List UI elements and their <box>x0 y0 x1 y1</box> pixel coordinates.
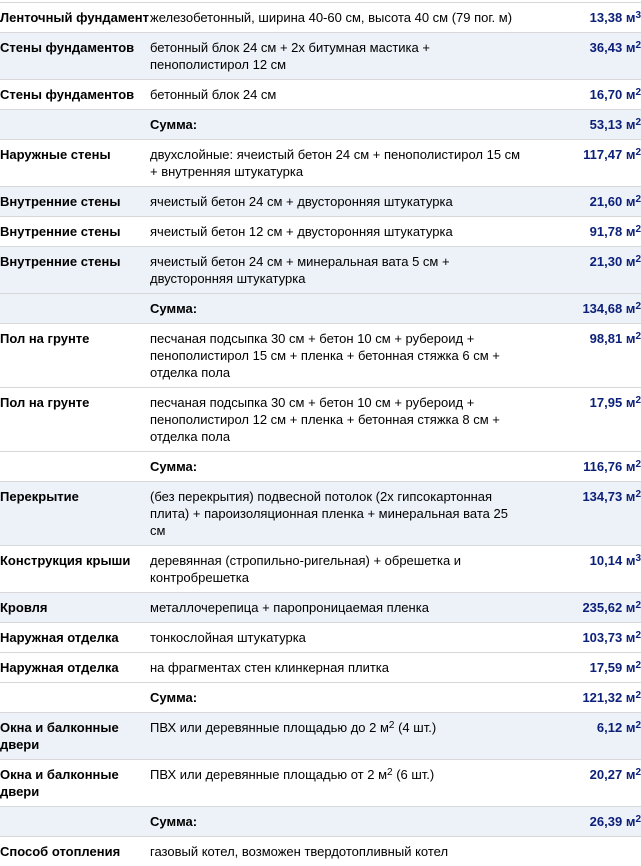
spec-row <box>0 187 641 217</box>
spec-value-cell: 98,81 $м^2$ <box>525 324 641 388</box>
sum-row <box>0 807 641 837</box>
spec-desc-cell: ПВХ или деревянные площадью до 2 $м^2$ (4 шт.) <box>150 713 525 760</box>
spec-name-cell <box>0 683 150 713</box>
spec-row <box>0 623 641 653</box>
superscript-unit: 2 <box>635 720 641 731</box>
spec-value-cell: 53,13 $м^2$ <box>525 110 641 140</box>
superscript-unit: 3 <box>635 553 641 564</box>
spec-name-cell: Окна и балконные двери <box>0 760 150 807</box>
spec-desc-cell: бетонный блок 24 см + 2х битумная мастика + пенополистирол 12 см <box>150 33 525 80</box>
spec-name-cell: Окна и балконные двери <box>0 713 150 760</box>
spec-value-cell: 134,68 $м^2$ <box>525 294 641 324</box>
superscript-unit: 2 <box>635 224 641 235</box>
spec-row <box>0 217 641 247</box>
spec-desc-cell: ячеистый бетон 24 см + двусторонняя штукатурка <box>150 187 525 217</box>
spec-name-cell: Внутренние стены <box>0 247 150 294</box>
spec-name-cell: Стены фундаментов <box>0 80 150 110</box>
spec-name-cell: Перекрытие <box>0 482 150 546</box>
spec-value-cell: 235,62 $м^2$ <box>525 593 641 623</box>
superscript-unit: 2 <box>635 814 641 825</box>
sum-row <box>0 110 641 140</box>
spec-desc-cell: ячеистый бетон 12 см + двусторонняя штукатурка <box>150 217 525 247</box>
superscript-unit: 2 <box>635 489 641 500</box>
superscript-unit: 2 <box>389 720 395 731</box>
sum-label-cell: Сумма: <box>150 683 525 713</box>
spec-name-cell: Наружная отделка <box>0 623 150 653</box>
spec-row <box>0 593 641 623</box>
spec-name-cell: Кровля <box>0 593 150 623</box>
spec-desc-cell: железобетонный, ширина 40-60 см, высота 40 см (79 пог. м) <box>150 3 525 33</box>
spec-name-cell: Пол на грунте <box>0 324 150 388</box>
spec-desc-cell: двухслойные: ячеистый бетон 24 см + пенополистирол 15 см + внутренняя штукатурка <box>150 140 525 187</box>
sum-row <box>0 683 641 713</box>
superscript-unit: 2 <box>387 767 393 778</box>
spec-value-cell: 6,12 $м^2$ <box>525 713 641 760</box>
spec-row <box>0 482 641 546</box>
superscript-unit: 2 <box>635 117 641 128</box>
superscript-unit: 2 <box>635 600 641 611</box>
superscript-unit: 2 <box>635 331 641 342</box>
spec-row <box>0 3 641 33</box>
spec-value-cell: 10,14 $м^3$ <box>525 546 641 593</box>
spec-name-cell <box>0 110 150 140</box>
spec-name-cell: Ленточный фундамент <box>0 3 150 33</box>
spec-desc-cell: деревянная (стропильно-ригельная) + обрешетка и контробрешетка <box>150 546 525 593</box>
sum-label-cell: Сумма: <box>150 452 525 482</box>
superscript-unit: 2 <box>635 254 641 265</box>
superscript-unit: 2 <box>635 40 641 51</box>
superscript-unit: 2 <box>635 194 641 205</box>
spec-row <box>0 33 641 80</box>
sum-label-cell: Сумма: <box>150 807 525 837</box>
spec-value-cell: 121,32 $м^2$ <box>525 683 641 713</box>
spec-name-cell: Способ отопления <box>0 837 150 866</box>
spec-value-cell: 91,78 $м^2$ <box>525 217 641 247</box>
spec-desc-cell: (без перекрытия) подвесной потолок (2х гипсокартонная плита) + пароизоляционная пленка + минеральная вата 25 см <box>150 482 525 546</box>
spec-value-cell: 21,30 $м^2$ <box>525 247 641 294</box>
spec-row <box>0 324 641 388</box>
superscript-unit: 2 <box>635 147 641 158</box>
house-specs-table <box>0 2 641 866</box>
spec-value-cell: 20,27 $м^2$ <box>525 760 641 807</box>
sum-label-cell: Сумма: <box>150 294 525 324</box>
spec-value-cell: 36,43 $м^2$ <box>525 33 641 80</box>
spec-value-cell: 117,47 $м^2$ <box>525 140 641 187</box>
spec-value-cell: 103,73 $м^2$ <box>525 623 641 653</box>
superscript-unit: 2 <box>635 301 641 312</box>
spec-value-cell: 21,60 $м^2$ <box>525 187 641 217</box>
superscript-unit: 3 <box>635 10 641 21</box>
superscript-unit: 2 <box>635 690 641 701</box>
spec-name-cell: Наружная отделка <box>0 653 150 683</box>
spec-row <box>0 653 641 683</box>
spec-value-cell: 17,95 $м^2$ <box>525 388 641 452</box>
sum-label-cell: Сумма: <box>150 110 525 140</box>
sum-row <box>0 452 641 482</box>
spec-value-cell: 134,73 $м^2$ <box>525 482 641 546</box>
spec-value-cell <box>525 837 641 866</box>
superscript-unit: 2 <box>635 395 641 406</box>
spec-row <box>0 760 641 807</box>
spec-row <box>0 80 641 110</box>
spec-desc-cell: тонкослойная штукатурка <box>150 623 525 653</box>
spec-desc-cell: песчаная подсыпка 30 см + бетон 10 см + рубероид + пенополистирол 12 см + пленка + бетонная стяжка 8 см + отделка пола <box>150 388 525 452</box>
spec-desc-cell: ячеистый бетон 24 см + минеральная вата 5 см + двусторонняя штукатурка <box>150 247 525 294</box>
superscript-unit: 2 <box>635 459 641 470</box>
spec-name-cell <box>0 294 150 324</box>
spec-value-cell: 13,38 $м^3$ <box>525 3 641 33</box>
superscript-unit: 2 <box>635 660 641 671</box>
superscript-unit: 2 <box>635 767 641 778</box>
spec-name-cell: Внутренние стены <box>0 217 150 247</box>
spec-name-cell: Конструкция крыши <box>0 546 150 593</box>
spec-name-cell: Пол на грунте <box>0 388 150 452</box>
spec-desc-cell: бетонный блок 24 см <box>150 80 525 110</box>
spec-desc-cell: металлочерепица + паропроницаемая пленка <box>150 593 525 623</box>
spec-value-cell: 26,39 $м^2$ <box>525 807 641 837</box>
spec-desc-cell: газовый котел, возможен твердотопливный котел <box>150 837 525 866</box>
spec-row <box>0 713 641 760</box>
spec-value-cell: 16,70 $м^2$ <box>525 80 641 110</box>
spec-desc-cell: ПВХ или деревянные площадью от 2 $м^2$ (6 шт.) <box>150 760 525 807</box>
spec-row <box>0 140 641 187</box>
spec-name-cell <box>0 452 150 482</box>
spec-desc-cell: песчаная подсыпка 30 см + бетон 10 см + рубероид + пенополистирол 15 см + пленка + бетонная стяжка 6 см + отделка пола <box>150 324 525 388</box>
spec-name-cell: Наружные стены <box>0 140 150 187</box>
superscript-unit: 2 <box>635 630 641 641</box>
superscript-unit: 2 <box>635 87 641 98</box>
spec-row <box>0 388 641 452</box>
sum-row <box>0 294 641 324</box>
spec-row <box>0 247 641 294</box>
spec-name-cell: Внутренние стены <box>0 187 150 217</box>
spec-value-cell: 17,59 $м^2$ <box>525 653 641 683</box>
spec-row <box>0 837 641 866</box>
spec-name-cell <box>0 807 150 837</box>
spec-value-cell: 116,76 $м^2$ <box>525 452 641 482</box>
spec-desc-cell: на фрагментах стен клинкерная плитка <box>150 653 525 683</box>
spec-row <box>0 546 641 593</box>
house-specs-table-body <box>0 3 641 866</box>
spec-name-cell: Стены фундаментов <box>0 33 150 80</box>
